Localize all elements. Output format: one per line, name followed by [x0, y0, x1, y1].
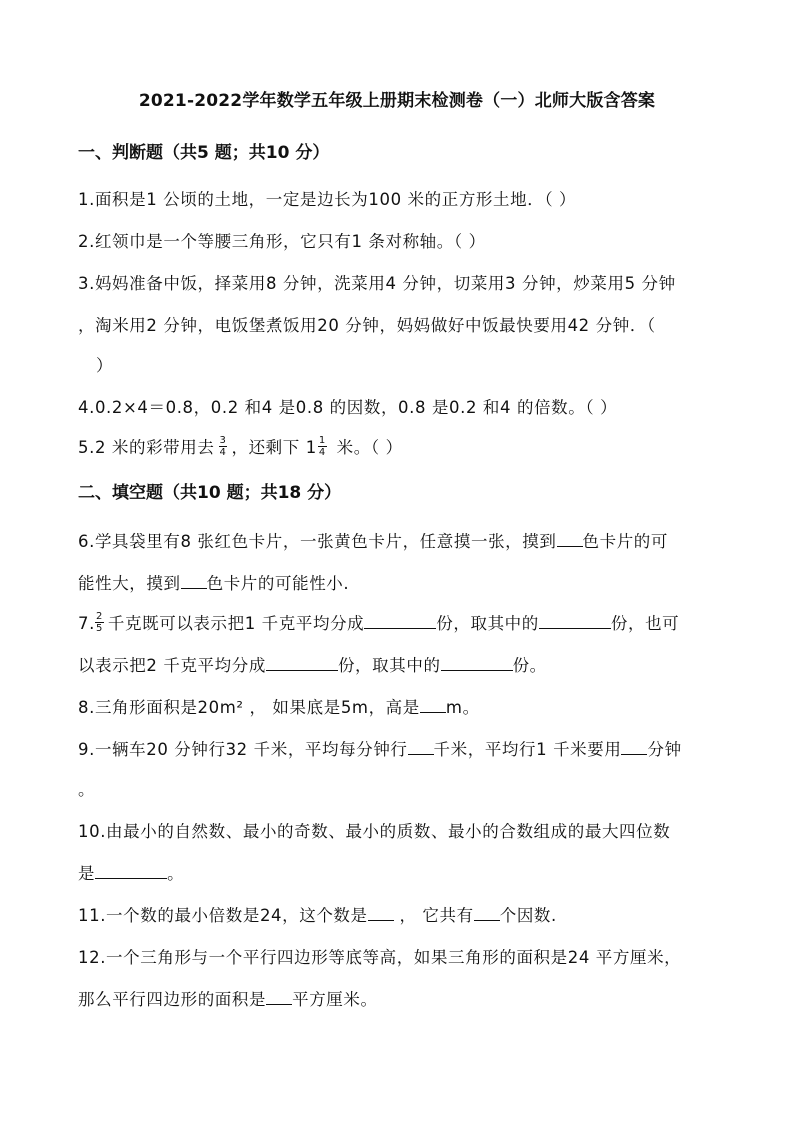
question-5-suffix: 米。（ ）	[336, 438, 403, 457]
fraction-two-fifths	[95, 611, 104, 634]
question-9-text: 9.一辆车20 分钟行32 千米，平均每分钟行	[78, 740, 408, 759]
question-5-prefix: 5.2 米的彩带用去	[78, 438, 215, 457]
question-11-text: ， 它共有	[393, 906, 474, 925]
answer-blank[interactable]	[95, 864, 167, 879]
question-10-text: 。	[167, 864, 185, 883]
question-7-text: 份，取其中的	[436, 614, 539, 633]
answer-blank[interactable]	[539, 614, 611, 629]
question-6-text: 6.学具袋里有8 张红色卡片，一张黄色卡片，任意摸一张，摸到	[78, 532, 557, 551]
answer-blank[interactable]	[181, 574, 207, 589]
question-2: 2.红领巾是一个等腰三角形，它只有1 条对称轴。（ ）	[78, 232, 486, 251]
question-10-text: 是	[78, 864, 96, 883]
answer-blank[interactable]	[474, 906, 500, 921]
question-7-line-1	[78, 610, 679, 636]
question-12-text: 平方厘米。	[292, 990, 378, 1009]
question-12-text: 那么平行四边形的面积是	[78, 990, 267, 1009]
question-12-line-1: 12.一个三角形与一个平行四边形等底等高，如果三角形的面积是24 平方厘米，	[78, 948, 682, 967]
question-5	[78, 434, 403, 460]
question-7-line-2	[78, 652, 547, 676]
question-7-text: 千克既可以表示把1 千克平均分成	[107, 614, 365, 633]
question-8	[78, 694, 480, 718]
question-6-text: 色卡片的可	[582, 532, 668, 551]
answer-blank[interactable]	[557, 532, 583, 547]
question-8-text: m。	[445, 698, 480, 717]
mixed-whole: 1	[305, 438, 317, 457]
question-9-line-2: 。	[78, 780, 96, 799]
section-heading-judgment: 一、判断题（共5 题；共10 分）	[78, 143, 330, 163]
question-3-line-1: 3.妈妈准备中饭，择菜用8 分钟，洗菜用4 分钟，切菜用3 分钟，炒菜用5 分钟	[78, 274, 676, 293]
question-1: 1.面积是1 公顷的土地，一定是边长为100 米的正方形土地．（ ）	[78, 190, 577, 209]
question-12-line-2	[78, 986, 378, 1010]
question-9-text: 千米，平均行1 千米要用	[433, 740, 622, 759]
fraction-denominator: 5	[95, 623, 103, 634]
answer-blank[interactable]	[420, 698, 446, 713]
answer-blank[interactable]	[266, 656, 338, 671]
answer-blank[interactable]	[368, 906, 394, 921]
answer-blank[interactable]	[266, 990, 292, 1005]
answer-blank[interactable]	[364, 614, 436, 629]
question-8-text: 8.三角形面积是20m² ， 如果底是5m，高是	[78, 698, 420, 717]
question-7-text: 份。	[512, 656, 547, 675]
answer-blank[interactable]	[621, 740, 647, 755]
answer-blank[interactable]	[408, 740, 434, 755]
page-title: 2021-2022学年数学五年级上册期末检测卷（一）北师大版含答案	[138, 91, 656, 111]
question-7-number: 7.	[78, 614, 95, 633]
mixed-fraction	[318, 435, 327, 458]
question-10-line-2	[78, 860, 184, 884]
question-6-line-2	[78, 570, 349, 594]
fraction-denominator: 4	[318, 447, 326, 458]
question-10-line-1: 10.由最小的自然数、最小的奇数、最小的质数、最小的合数组成的最大四位数	[78, 822, 671, 841]
question-3-line-2: ，淘米用2 分钟，电饭堡煮饭用20 分钟，妈妈做好中饭最快要用42 分钟．（	[78, 316, 656, 335]
question-7-text: 份，也可	[610, 614, 680, 633]
fraction-numerator: 3	[219, 435, 227, 446]
section-heading-fill-blank: 二、填空题（共10 题；共18 分）	[78, 483, 342, 503]
answer-blank[interactable]	[441, 656, 513, 671]
question-11-text: 11.一个数的最小倍数是24，这个数是	[78, 906, 368, 925]
fraction-three-quarters	[219, 435, 228, 458]
question-6-text: 色卡片的可能性小.	[206, 574, 350, 593]
fraction-denominator: 4	[219, 447, 227, 458]
question-6-text: 能性大，摸到	[78, 574, 181, 593]
fraction-numerator: 1	[318, 435, 326, 446]
question-9-line-1	[78, 736, 682, 760]
question-6-line-1	[78, 528, 668, 552]
question-4: 4.0.2×4＝0.8，0.2 和4 是0.8 的因数，0.8 是0.2 和4 的倍数。（ ）	[78, 398, 618, 417]
fraction-numerator: 2	[95, 611, 103, 622]
question-11-text: 个因数.	[499, 906, 557, 925]
question-3-line-3: ）	[96, 356, 114, 375]
question-5-middle: ，还剩下	[231, 438, 300, 457]
question-7-text: 以表示把2 千克平均分成	[78, 656, 266, 675]
question-7-text: 份，取其中的	[337, 656, 441, 675]
mixed-number	[306, 437, 331, 460]
question-11	[78, 902, 557, 926]
question-9-text: 分钟	[647, 740, 682, 759]
